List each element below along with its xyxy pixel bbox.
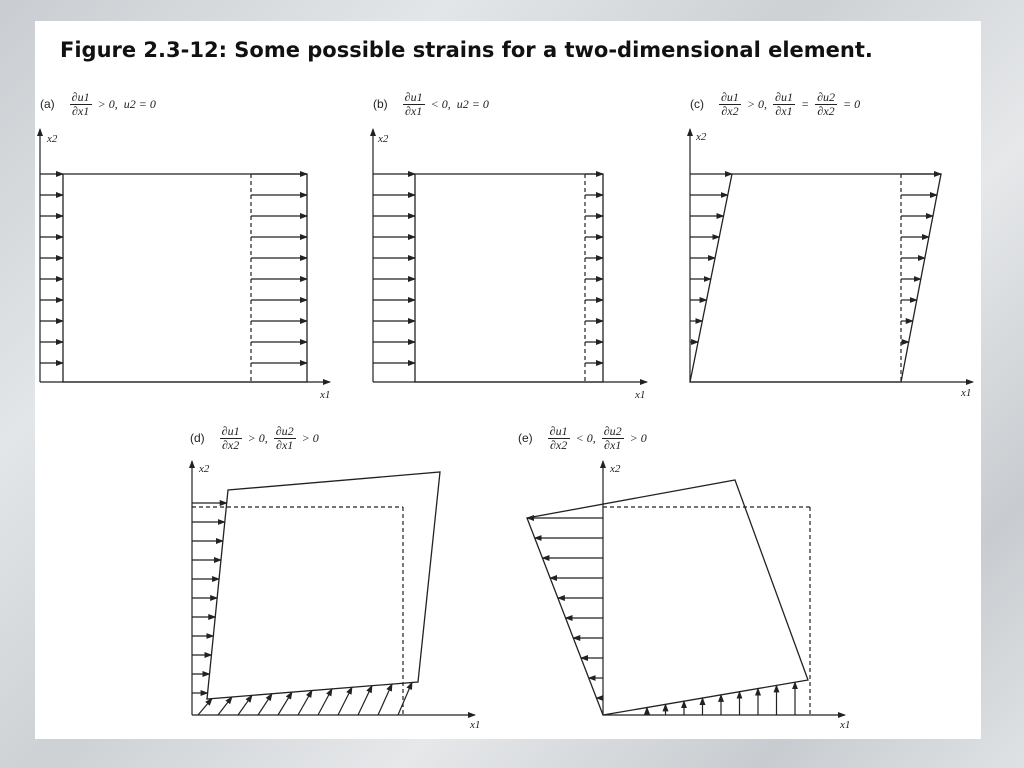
panel-label-c: (c) <box>690 97 704 112</box>
axis-label-x1-d: x1 <box>470 719 481 731</box>
caption-a: (a) $\frac{\partial u1}{\partial x1}$ > 0, u2 = 0 <box>40 90 156 118</box>
axis-label-x1-c: x1 <box>961 387 972 399</box>
panel-d-bottom-arrow <box>258 694 272 715</box>
slide <box>35 21 981 739</box>
caption-b: (b) $\frac{\partial u1}{\partial x1}$ < 0, u2 = 0 <box>373 90 489 118</box>
caption-d: (d) $\frac{\partial u1}{\partial x2}$ > 0, $\frac{\partial u2}{\partial x1}$ > 0 <box>190 424 319 452</box>
axis-label-x2-c: x2 <box>696 131 707 143</box>
axis-label-x1-b: x1 <box>635 389 646 401</box>
caption-e: (e) $\frac{\partial u1}{\partial x2}$ < 0, $\frac{\partial u2}{\partial x1}$ > 0 <box>518 424 647 452</box>
fraction-e2: $\frac{\partial u2}{\partial x1}$ <box>603 424 622 452</box>
panel-a-deformed-square <box>63 174 307 382</box>
panel-d-bottom-arrow <box>318 689 332 715</box>
panel-b-deformed-square <box>415 174 603 382</box>
panel-label-e: (e) <box>518 431 533 446</box>
panel-d-bottom-arrow <box>358 686 372 715</box>
axis-label-x2-b: x2 <box>378 133 389 145</box>
panel-d-bottom-arrow <box>398 682 412 715</box>
caption-c: (c) $\frac{\partial u1}{\partial x2}$ > 0, $\frac{\partial u1}{\partial x1}$ = $\frac{\partial u2}{\partial x2}$ = 0 <box>690 90 861 118</box>
figure-title: Figure 2.3-12: Some possible strains for a two-dimensional element. <box>60 38 873 62</box>
panel-d-bottom-arrow <box>338 687 352 715</box>
panel-d-bottom-arrow <box>238 695 252 715</box>
fraction-c3: $\frac{\partial u2}{\partial x2}$ <box>817 90 836 118</box>
axis-label-x2-e: x2 <box>610 463 621 475</box>
panel-label-b: (b) <box>373 97 388 112</box>
panel-d-deformed-shape <box>207 472 440 699</box>
fraction-b1: $\frac{\partial u1}{\partial x1}$ <box>404 90 423 118</box>
axis-label-x1-a: x1 <box>320 389 331 401</box>
axis-label-x2-a: x2 <box>47 133 58 145</box>
fraction-d2: $\frac{\partial u2}{\partial x1}$ <box>275 424 294 452</box>
panel-d-bottom-arrow <box>198 699 212 715</box>
axis-label-x1-e: x1 <box>840 719 851 731</box>
strain-diagrams <box>35 21 981 739</box>
fraction-d1: $\frac{\partial u1}{\partial x2}$ <box>221 424 240 452</box>
fraction-e1: $\frac{\partial u1}{\partial x2}$ <box>549 424 568 452</box>
panel-d-bottom-arrow <box>278 692 292 715</box>
fraction-a1: $\frac{\partial u1}{\partial x1}$ <box>71 90 90 118</box>
panel-label-a: (a) <box>40 97 55 112</box>
fraction-c2: $\frac{\partial u1}{\partial x1}$ <box>775 90 793 118</box>
panel-c-deformed-parallelogram <box>690 174 941 382</box>
panel-d-bottom-arrow <box>298 690 312 715</box>
panel-d-bottom-arrow <box>218 697 232 715</box>
panel-d-bottom-arrow <box>378 684 392 715</box>
axis-label-x2-d: x2 <box>199 463 210 475</box>
fraction-c1: $\frac{\partial u1}{\partial x2}$ <box>721 90 739 118</box>
panel-label-d: (d) <box>190 431 205 446</box>
